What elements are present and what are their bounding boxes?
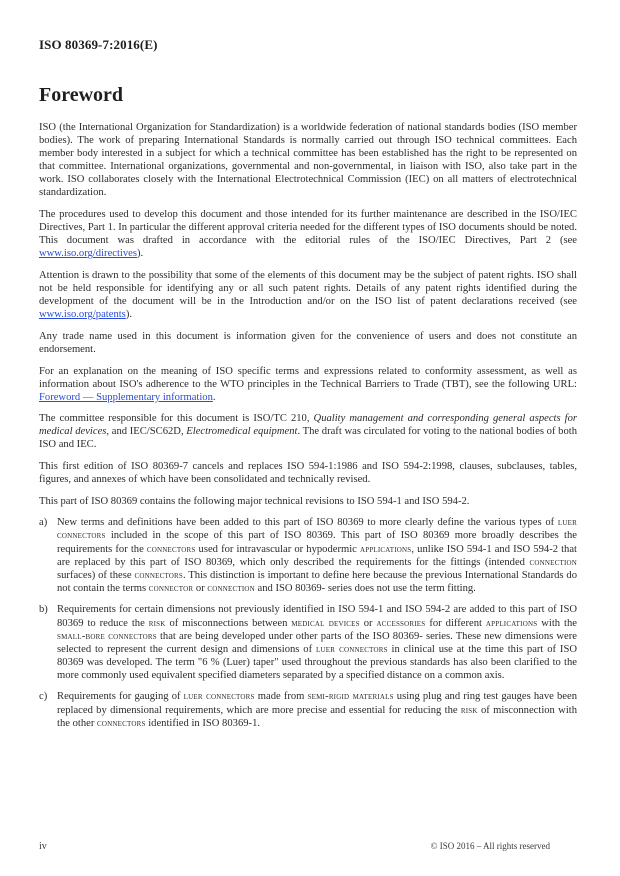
list-marker: c)	[39, 691, 48, 703]
text: included in the scope of this part of ISO 80369. This part of ISO 80369 more broadly describes the requirements for the	[57, 530, 577, 555]
list-item-c	[39, 690, 577, 729]
directives-link[interactable]: www.iso.org/directives	[39, 248, 137, 260]
defined-term: connection	[529, 556, 577, 568]
text: or	[193, 582, 208, 594]
text: . The draft was circulated for voting to the national bodies of both ISO and IEC.	[39, 426, 577, 451]
list-item-b	[39, 603, 577, 682]
defined-term: accessories	[376, 617, 426, 629]
foreword-body	[39, 121, 577, 738]
copyright-notice: © ISO 2016 – All rights reserved	[430, 841, 550, 851]
committee-title-italic: Quality management and corresponding general aspects for medical devices	[39, 413, 578, 438]
defined-term: connectors	[146, 543, 196, 555]
defined-term: connectors	[97, 717, 146, 729]
text: . This distinction is important to define here because the previous International Standards do not contain the terms	[57, 569, 577, 594]
list-item-text	[57, 690, 577, 729]
text: of misconnection with the other	[57, 704, 577, 729]
text: Attention is drawn to the possibility that some of the elements of this document may be the subject of patent rights. ISO shall not be held responsible for identifying any or all such patent rights. Details of any patent rights identified during the development of the document will be in the Introduction and/or on the ISO list of patent declarations received (see	[39, 269, 577, 308]
document-id-header: ISO 80369-7:2016(E)	[39, 37, 158, 52]
text: .	[212, 391, 216, 403]
defined-term: connectors	[134, 569, 183, 581]
list-marker: b)	[39, 604, 48, 616]
defined-term: medical devices	[291, 617, 360, 629]
paragraph-revisions-intro: This part of ISO 80369 contains the following major technical revisions to ISO 594-1 and ISO 594-2.	[39, 495, 470, 507]
list-item-text	[57, 516, 577, 595]
text: Requirements for gauging of	[57, 691, 184, 703]
text: made from	[254, 691, 308, 703]
subcommittee-title-italic: Electromedical equipment	[186, 426, 298, 438]
text: with the	[537, 617, 578, 629]
section-title: Foreword	[39, 84, 124, 106]
defined-term: connector	[148, 582, 194, 594]
paragraph-patents	[39, 269, 577, 321]
defined-term: applications	[485, 617, 538, 629]
text: ).	[125, 309, 132, 321]
text: , unlike ISO 594-1 and ISO 594-2 that are replaced by this part of ISO 80369, which only described the requirements for the fittings (intended	[57, 543, 578, 568]
defined-term: semi-rigid materials	[307, 691, 394, 703]
defined-term: applications	[359, 543, 412, 555]
defined-term: risk	[460, 704, 478, 716]
text: for different	[425, 617, 486, 629]
text: The procedures used to develop this document and those intended for its further maintenance are described in the ISO/IEC Directives, Part 1. In particular the different approval criteria needed for the different types of ISO documents should be noted. This document was drafted in accordance with the editorial rules of the ISO/IEC Directives, Part 2 (see	[39, 209, 577, 247]
list-item-text	[57, 603, 577, 682]
text: New terms and definitions have been added to this part of ISO 80369 to more clearly define the various types of	[57, 517, 558, 529]
page-number: iv	[39, 841, 47, 852]
text: in clinical use at the time this part of ISO 80369 was developed. The term "6 % (Luer) taper" used throughout the previous standards has also been clarified to the more commonly used equivalent specified diameters separated by a specified distance on a common axis.	[57, 643, 577, 681]
defined-term: risk	[148, 617, 166, 629]
defined-term: luer connectors	[183, 691, 255, 703]
text: , and IEC/SC62D,	[106, 426, 187, 438]
paragraph-trade-name: Any trade name used in this document is information given for the convenience of users and does not constitute an endorsement.	[39, 330, 577, 355]
text: that are being developed under other parts of the ISO 80369- series. These new dimensions were selected to represent the current design and dimensions of	[57, 630, 577, 655]
text: For an explanation on the meaning of ISO specific terms and expressions related to conformity assessment, as well as information about ISO's adherence to the WTO principles in the Technical Barriers to Trade (TBT), see the following URL:	[39, 365, 577, 390]
text: or	[359, 617, 377, 629]
text: surfaces) of these	[57, 569, 135, 581]
list-marker: a)	[39, 517, 48, 529]
text: ).	[136, 248, 144, 260]
text: and ISO 80369- series does not use the term fitting.	[254, 582, 476, 594]
paragraph-iso-intro: ISO (the International Organization for Standardization) is a worldwide federation of national standards bodies (ISO member bodies). The work of preparing International Standards is normally carried out through ISO technical committees. Each member body interested in a subject for which a technical committee has been established has the right to be represented on that committee. International organizations, governmental and non-governmental, in liaison with ISO, also take part in the work. ISO collaborates closely with the International Electrotechnical Commission (IEC) on all matters of electrotechnical standardization.	[39, 122, 577, 199]
text: using plug and ring test gauges have been replaced by dimensional requirements, which are more precise and essential for reducing the	[57, 691, 577, 716]
text: of misconnections between	[165, 617, 292, 629]
paragraph-committee	[39, 412, 577, 451]
paragraph-edition: This first edition of ISO 80369-7 cancels and replaces ISO 594-1:1986 and ISO 594-2:1998, clauses, subclauses, tables, figures, and annexes of which have been consolidated and technically revised.	[39, 461, 577, 486]
paragraph-conformity	[39, 365, 577, 404]
text: used for intravascular or hypodermic	[195, 543, 360, 555]
defined-term: luer connectors	[57, 517, 577, 542]
defined-term: connection	[207, 582, 255, 594]
list-item-a	[39, 516, 577, 595]
paragraph-procedures	[39, 208, 577, 260]
patents-link[interactable]: www.iso.org/patents	[39, 309, 126, 321]
text: Requirements for certain dimensions not previously identified in ISO 594-1 and ISO 594-2 are added to this part of ISO 80369 to reduce the	[57, 604, 577, 629]
supplementary-info-link[interactable]: Foreword — Supplementary information	[39, 391, 213, 403]
text: identified in ISO 80369-1.	[145, 717, 261, 729]
defined-term: small-bore connectors	[57, 630, 157, 642]
text: The committee responsible for this document is ISO/TC 210,	[39, 413, 314, 425]
defined-term: luer connectors	[315, 643, 388, 655]
